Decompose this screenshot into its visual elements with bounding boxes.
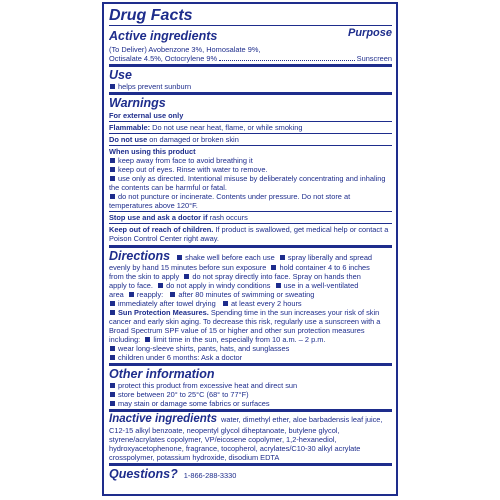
questions-heading: Questions? — [109, 467, 178, 481]
inactive-ingredients-heading: Inactive ingredients — [109, 413, 218, 425]
active-ingredients-row — [109, 54, 392, 63]
directions-line6 — [109, 299, 392, 308]
directions-text: area — [109, 290, 124, 299]
active-ingredients-line1: (To Deliver) Avobenzone 3%, Homosalate 9%, — [109, 45, 261, 54]
use-section — [109, 67, 392, 95]
questions-phone: 1-866-288-3330 — [183, 471, 237, 480]
directions-line2 — [109, 263, 392, 272]
bullet-icon — [110, 383, 115, 388]
warnings-section — [109, 95, 392, 248]
bullet-icon — [110, 167, 115, 172]
other-item — [109, 390, 392, 399]
warning-item-text: keep away from face to avoid breathing it — [118, 156, 253, 165]
do-not-use-label: Do not use — [109, 135, 148, 144]
bullet-icon — [110, 392, 115, 397]
warning-item-text: keep out of eyes. Rinse with water to remove. — [118, 165, 268, 174]
directions-text: apply to face. — [109, 281, 153, 290]
when-using-heading: When using this product — [109, 147, 196, 156]
bullet-icon — [276, 283, 281, 288]
bullet-icon — [129, 292, 134, 297]
warning-item-text: do not puncture or incinerate. Contents under pressure. Do not store at temperatures above 120°F. — [109, 192, 351, 210]
other-item-text: protect this product from excessive heat and direct sun — [118, 381, 298, 390]
leader-dots — [219, 60, 355, 61]
warning-item — [109, 174, 392, 192]
stop-use-label: Stop use and ask a doctor if — [109, 213, 208, 222]
flammable-line — [109, 122, 392, 134]
sun-protection-text: Spending time in the sun increases your risk of skin cancer and early skin aging. To decrease this risk, regularly use a sunscreen with a Broad Spectrum SPF value of 15 or higher and other sun protection measures including: — [109, 308, 381, 344]
directions-text: after 80 minutes of swimming or sweating — [178, 290, 315, 299]
directions-line3 — [109, 272, 392, 281]
do-not-use-text: on damaged or broken skin — [149, 135, 239, 144]
bullet-icon — [110, 346, 115, 351]
use-heading: Use — [109, 68, 132, 82]
other-item — [109, 399, 392, 408]
bullet-icon — [110, 84, 115, 89]
other-item — [109, 381, 392, 390]
bullet-icon — [110, 301, 115, 306]
use-item — [109, 82, 392, 91]
drug-facts-title: Drug Facts — [109, 7, 392, 26]
bullet-icon — [145, 337, 150, 342]
stop-use-line — [109, 212, 392, 224]
active-ingredients-section — [109, 26, 392, 67]
flammable-text: Do not use near heat, flame, or while smoking — [152, 123, 303, 132]
bullet-icon — [170, 292, 175, 297]
directions-text: reapply: — [136, 290, 164, 299]
other-information-heading: Other information — [109, 367, 215, 381]
purpose-value: Sunscreen — [356, 54, 392, 63]
inactive-ingredients-section — [109, 412, 392, 466]
directions-text: spray liberally and spread — [287, 253, 373, 262]
bullet-icon — [280, 255, 285, 260]
questions-row — [109, 467, 392, 481]
reach-label: Keep out of reach of children. — [109, 225, 214, 234]
when-using-block — [109, 146, 392, 212]
bullet-icon — [110, 310, 115, 315]
keep-out-of-reach — [109, 224, 392, 244]
children-row — [109, 353, 392, 362]
bullet-icon — [110, 401, 115, 406]
other-item-text: may stain or damage some fabrics or surfaces — [118, 399, 270, 408]
directions-section — [109, 248, 392, 366]
directions-line4 — [109, 281, 392, 290]
purpose-heading: Purpose — [347, 27, 392, 39]
directions-text: hold container 4 to 6 inches — [279, 263, 370, 272]
bullet-icon — [110, 158, 115, 163]
active-ingredients-heading: Active ingredients — [109, 29, 218, 43]
stop-use-text: rash occurs — [209, 213, 248, 222]
warning-item — [109, 165, 392, 174]
warning-item — [109, 156, 392, 165]
bullet-icon — [177, 255, 182, 260]
inactive-ingredients-text — [109, 413, 392, 462]
directions-line5 — [109, 290, 392, 299]
sun-protection-label: Sun Protection Measures. — [118, 308, 209, 317]
directions-text: do not apply in windy conditions — [166, 281, 271, 290]
directions-text: do not spray directly into face. Spray on hands then — [192, 272, 361, 281]
sun-protection — [109, 308, 392, 344]
flammable-label: Flammable: — [109, 123, 151, 132]
bullet-icon — [110, 194, 115, 199]
use-item-text: helps prevent sunburn — [118, 82, 192, 91]
external-use-line: For external use only — [109, 110, 392, 122]
directions-text: from the skin to apply — [109, 272, 180, 281]
children-text: children under 6 months: Ask a doctor — [118, 353, 243, 362]
sun-item: wear long-sleeve shirts, pants, hats, and sunglasses — [118, 344, 290, 353]
bullet-icon — [184, 274, 189, 279]
warning-item-text: use only as directed. Intentional misuse by deliberately concentrating and inhaling the contents can be harmful or fatal. — [109, 174, 386, 192]
drug-facts-panel — [102, 2, 398, 496]
bullet-icon — [110, 176, 115, 181]
directions-heading: Directions — [109, 249, 171, 263]
other-item-text: store between 20° to 25°C (68° to 77°F) — [118, 390, 249, 399]
directions-text: immediately after towel drying — [118, 299, 216, 308]
bullet-icon — [271, 265, 276, 270]
warning-item — [109, 192, 392, 210]
directions-text: at least every 2 hours — [230, 299, 302, 308]
do-not-use-line — [109, 134, 392, 146]
bullet-icon — [223, 301, 228, 306]
warnings-heading: Warnings — [109, 96, 166, 110]
directions-text: evenly by hand 15 minutes before sun exposure — [109, 263, 267, 272]
other-information-section — [109, 366, 392, 412]
reach-text: If product is swallowed, get medical help or contact a Poison Control Center right away. — [109, 225, 389, 243]
bullet-icon — [158, 283, 163, 288]
directions-text: use in a well-ventilated — [283, 281, 359, 290]
bullet-icon — [110, 355, 115, 360]
inactive-ingredients-list: water, dimethyl ether, aloe barbadensis leaf juice, C12-15 alkyl benzoate, neopentyl glycol diheptanoate, butylene glycol, styrene/acrylates copolymer, VP/eicosene copolymer, 1,2-hexanediol, hydroxyacetophenone, fragrance, tocopherol, acrylates/C10-30 alkyl acrylate crosspolymer, potassium hydroxide, disodium EDTA — [109, 415, 383, 462]
questions-section — [109, 466, 392, 482]
sun-item: limit time in the sun, especially from 10 a.m. – 2 p.m. — [153, 335, 326, 344]
sun-item-row — [109, 344, 392, 353]
directions-text: shake well before each use — [185, 253, 275, 262]
directions-line1 — [109, 249, 392, 263]
active-ingredients-line2: Octisalate 4.5%, Octocrylene 9% — [109, 54, 218, 63]
